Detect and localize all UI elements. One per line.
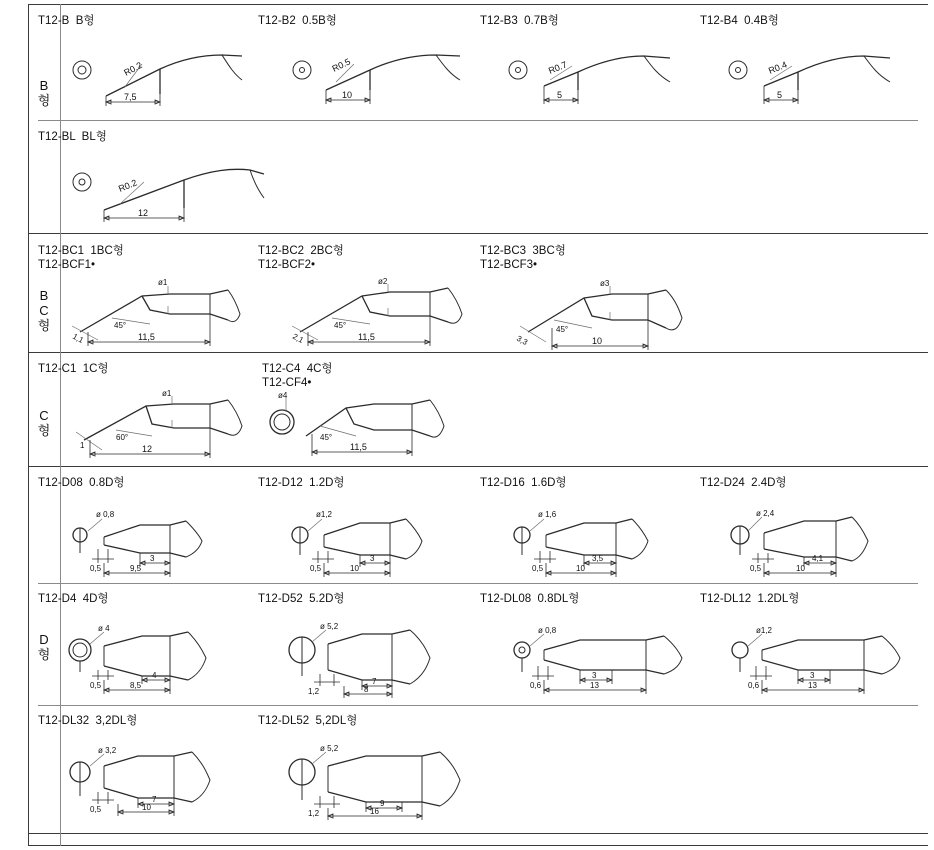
dim-diameter: ø4 <box>278 391 288 400</box>
dim-diameter: ø 2,4 <box>756 509 775 518</box>
dim-radius: R0.2 <box>122 60 144 78</box>
cell-title: T12-BC1 1BC형 <box>38 245 124 257</box>
dim-thickness: 0,6 <box>748 681 760 690</box>
cell-title: T12-C4 4C형 <box>262 363 333 375</box>
group-sep-d-end <box>28 833 928 834</box>
cell-title: T12-D16 1.6D형 <box>480 477 567 489</box>
cell-title: T12-B3 0.7B형 <box>480 15 559 27</box>
group-label-b: B 형 <box>37 78 51 108</box>
cell-d52 <box>258 592 345 606</box>
dim-thickness: 1,2 <box>308 809 320 818</box>
dim-diameter: ø3 <box>600 279 610 288</box>
dim-radius: R0.5 <box>330 56 352 74</box>
dim-diameter: ø1 <box>158 278 168 287</box>
cell-b3 <box>480 14 559 28</box>
frame-hline-top <box>28 4 928 5</box>
dim-radius: R0.7 <box>547 59 569 76</box>
dim-length: 11,5 <box>358 332 375 342</box>
cell-title: T12-D12 1.2D형 <box>258 477 345 489</box>
cell-title: T12-B2 0.5B형 <box>258 15 337 27</box>
dim-angle: 45° <box>556 325 569 334</box>
cell-subtitle: T12-CF4• <box>262 377 312 389</box>
dim-b: 10 <box>576 564 585 573</box>
dim-length: 11,5 <box>138 332 155 342</box>
dim-thickness: 0,5 <box>90 564 102 573</box>
dim-angle: 45° <box>334 321 347 330</box>
dim-thickness: 0,6 <box>530 681 542 690</box>
figure-b3 <box>500 50 700 110</box>
cell-subtitle: T12-BCF1• <box>38 259 96 271</box>
cell-title: T12-D4 4D형 <box>38 593 109 605</box>
figure-dl12 <box>718 622 934 698</box>
figure-d12 <box>278 505 478 581</box>
dim-b: 8 <box>364 685 369 694</box>
dim-a: 3 <box>370 554 375 563</box>
dim-length: 11,5 <box>350 442 367 452</box>
dim-angle: 45° <box>114 321 127 330</box>
dim-a: 3,5 <box>592 554 604 563</box>
dim-diameter: ø2 <box>378 277 388 286</box>
cell-b <box>38 14 95 28</box>
cell-title: T12-B4 0.4B형 <box>700 15 779 27</box>
figure-d16 <box>500 505 700 581</box>
dim-a: 3 <box>592 671 597 680</box>
dim-thickness: 0,5 <box>90 681 102 690</box>
frame-vline-left <box>28 4 29 846</box>
cell-d4 <box>38 592 109 606</box>
dim-thickness: 0,5 <box>90 805 102 814</box>
group-label-d: D 형 <box>37 632 51 662</box>
dim-b: 13 <box>808 681 817 690</box>
dim-length: 5 <box>777 90 783 100</box>
figure-dl08 <box>500 622 720 698</box>
dim-length: 10 <box>342 90 353 100</box>
group-label-bc: B C 형 <box>37 288 51 333</box>
dim-thickness: 0,5 <box>310 564 322 573</box>
cell-bc2 <box>258 244 344 272</box>
cell-b2 <box>258 14 337 28</box>
dim-a: 7 <box>372 677 377 686</box>
figure-bc2 <box>270 277 480 350</box>
figure-d4 <box>58 622 258 698</box>
dim-diameter: ø 0,8 <box>538 626 557 635</box>
dim-a: 7 <box>152 795 157 804</box>
cell-d12 <box>258 476 345 490</box>
figure-d24 <box>718 505 918 581</box>
cell-dl12 <box>700 592 799 606</box>
cell-title: T12-BC3 3BC형 <box>480 245 566 257</box>
dim-thickness: 0,5 <box>532 564 544 573</box>
cell-title: T12-DL32 3,2DL형 <box>38 715 138 727</box>
dim-length: 12 <box>142 444 153 454</box>
cell-title: T12-BL BL형 <box>38 131 107 143</box>
dim-cut: 3,3 <box>515 333 530 347</box>
dim-diameter: ø 3,2 <box>98 746 117 755</box>
dim-a: 9 <box>380 799 385 808</box>
dim-length: 7,5 <box>124 92 137 102</box>
dim-b: 9,5 <box>130 564 142 573</box>
group-sep-b-bc <box>28 233 928 234</box>
cell-title: T12-DL08 0.8DL형 <box>480 593 580 605</box>
cell-bc1 <box>38 244 124 272</box>
figure-d52 <box>278 622 478 702</box>
figure-c4 <box>262 392 472 462</box>
dim-cut: 1,1 <box>71 331 86 345</box>
cell-dl52 <box>258 714 357 728</box>
figure-bl <box>64 162 284 226</box>
dim-thickness: 1,2 <box>308 687 320 696</box>
cell-dl08 <box>480 592 579 606</box>
dim-radius: R0.4 <box>767 59 789 76</box>
row-sep-d2 <box>38 705 918 706</box>
figure-dl52 <box>278 744 498 824</box>
cell-title: T12-C1 1C형 <box>38 363 109 375</box>
figure-b4 <box>720 50 920 110</box>
cell-subtitle: T12-BCF2• <box>258 259 316 271</box>
group-sep-c-d <box>28 466 928 467</box>
cell-d16 <box>480 476 567 490</box>
dim-diameter: ø 0,8 <box>96 510 115 519</box>
dim-b: 10 <box>350 564 359 573</box>
cell-c1 <box>38 362 109 376</box>
dim-diameter: ø1,2 <box>316 510 333 519</box>
group-label-c: C 형 <box>37 408 51 438</box>
figure-bc1 <box>50 280 260 350</box>
dim-a: 3 <box>810 671 815 680</box>
dim-thickness: 0,5 <box>750 564 762 573</box>
dim-radius: R0.2 <box>117 177 139 194</box>
row-sep-d1 <box>38 583 918 584</box>
dim-cut: 1 <box>80 441 85 450</box>
cell-title: T12-D08 0.8D형 <box>38 477 125 489</box>
dim-length: 10 <box>592 336 603 346</box>
cell-title: T12-D24 2.4D형 <box>700 477 787 489</box>
figure-bc3 <box>492 279 702 354</box>
dim-length: 5 <box>557 90 563 100</box>
dim-b: 16 <box>370 807 379 816</box>
dim-diameter: ø 4 <box>98 624 110 633</box>
figure-d08 <box>58 505 258 581</box>
cell-subtitle: T12-BCF3• <box>480 259 538 271</box>
figure-b2 <box>284 50 484 110</box>
figure-dl32 <box>58 744 258 820</box>
cell-title: T12-DL52 5,2DL형 <box>258 715 358 727</box>
cell-title: T12-B B형 <box>38 15 95 27</box>
cell-c4 <box>262 362 333 390</box>
dim-angle: 60° <box>116 433 129 442</box>
cell-dl32 <box>38 714 137 728</box>
cell-title: T12-BC2 2BC형 <box>258 245 344 257</box>
dim-a: 4 <box>152 671 157 680</box>
figure-b <box>64 50 264 110</box>
dim-diameter: ø 5,2 <box>320 622 339 631</box>
dim-cut: 2,1 <box>291 331 306 345</box>
dim-diameter: ø1 <box>162 389 172 398</box>
dim-angle: 45° <box>320 433 333 442</box>
dim-a: 3 <box>150 554 155 563</box>
figure-c1 <box>50 389 260 462</box>
dim-b: 13 <box>590 681 599 690</box>
frame-hline-bottom <box>28 845 928 846</box>
group-sep-bc-c <box>28 352 928 353</box>
cell-bl <box>38 130 107 144</box>
dim-b: 10 <box>796 564 805 573</box>
row-sep-b <box>38 120 918 121</box>
cell-b4 <box>700 14 779 28</box>
dim-a: 4,1 <box>812 554 824 563</box>
dim-diameter: ø 1,6 <box>538 510 557 519</box>
cell-title: T12-D52 5.2D형 <box>258 593 345 605</box>
dim-diameter: ø1,2 <box>756 626 773 635</box>
cell-title: T12-DL12 1.2DL형 <box>700 593 800 605</box>
dim-b: 10 <box>142 803 151 812</box>
dim-b: 8,5 <box>130 681 142 690</box>
cell-d24 <box>700 476 787 490</box>
cell-d08 <box>38 476 125 490</box>
cell-bc3 <box>480 244 566 272</box>
dim-length: 12 <box>138 208 149 218</box>
dim-diameter: ø 5,2 <box>320 744 339 753</box>
